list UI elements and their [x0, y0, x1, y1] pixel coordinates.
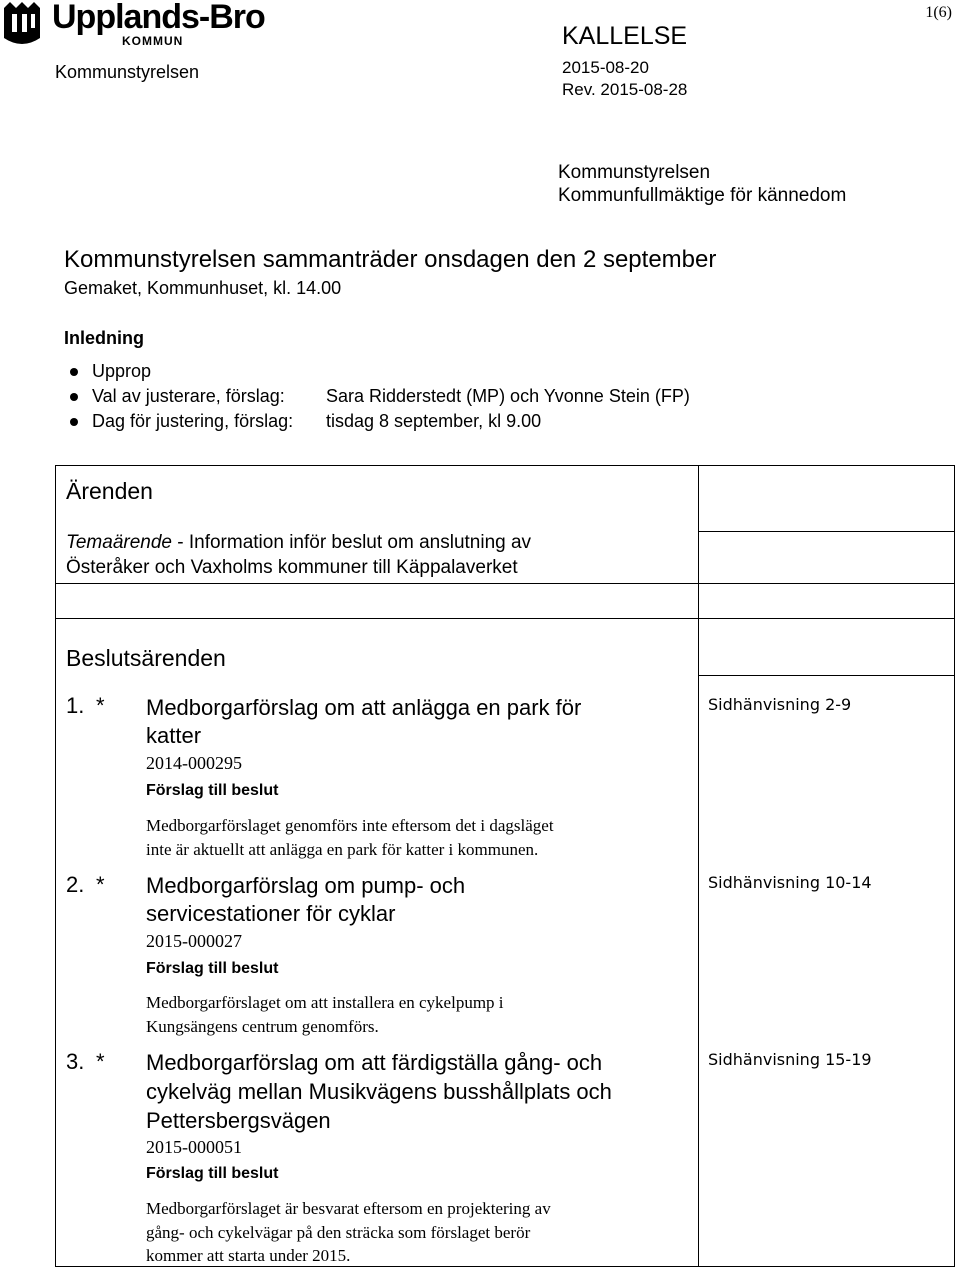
bullet-icon — [70, 368, 78, 376]
proposal-label: Förslag till beslut — [146, 960, 279, 977]
agenda-heading: Ärenden — [66, 478, 153, 504]
table-row-divider — [698, 531, 955, 532]
theme-item — [66, 532, 531, 554]
intro-item-value: Sara Ridderstedt (MP) och Yvonne Stein (FP) — [326, 386, 690, 406]
proposal-text: Medborgarförslaget genomförs inte eftersom det i dagsläget — [146, 816, 554, 835]
item-star: * — [96, 693, 105, 718]
meeting-location: Gemaket, Kommunhuset, kl. 14.00 — [64, 278, 342, 298]
item-title: Pettersbergsvägen — [146, 1108, 331, 1133]
item-star: * — [96, 1049, 105, 1074]
table-column-divider — [698, 465, 699, 1267]
organization-name: Kommunstyrelsen — [55, 62, 200, 82]
item-number: 1. — [66, 693, 85, 718]
page-reference: Sidhänvisning 10-14 — [708, 873, 872, 892]
municipality-logo — [0, 0, 280, 52]
item-number: 2. — [66, 872, 85, 897]
intro-item-label: Upprop — [92, 361, 152, 381]
page-number: 1(6) — [925, 4, 952, 21]
page-reference: Sidhänvisning 2-9 — [708, 695, 852, 714]
proposal-label: Förslag till beslut — [146, 782, 279, 799]
item-title: servicestationer för cyklar — [146, 901, 396, 926]
table-row-divider — [698, 675, 955, 676]
theme-item-label: Temaärende — [66, 532, 172, 553]
item-star: * — [96, 872, 105, 897]
proposal-text: kommer att starta under 2015. — [146, 1246, 351, 1265]
theme-item-text: Österåker och Vaxholms kommuner till Käppalaverket — [66, 557, 518, 578]
logo-wordmark: Upplands-Bro — [52, 0, 265, 36]
item-number: 3. — [66, 1049, 85, 1074]
document-date: 2015-08-20 — [562, 58, 649, 77]
intro-item-label: Dag för justering, förslag: — [92, 411, 294, 431]
table-row-divider — [55, 583, 955, 584]
intro-item-label: Val av justerare, förslag: — [92, 386, 285, 406]
proposal-text: inte är aktuellt att anlägga en park för katter i kommunen. — [146, 840, 539, 859]
table-row-divider — [55, 618, 955, 619]
table-border-right — [954, 465, 955, 1267]
item-title: Medborgarförslag om att anlägga en park för — [146, 695, 582, 720]
item-title: cykelväg mellan Musikvägens busshållplats och — [146, 1079, 612, 1104]
recipient: Kommunstyrelsen — [558, 162, 711, 183]
page-reference: Sidhänvisning 15-19 — [708, 1050, 872, 1069]
document-revision: Rev. 2015-08-28 — [562, 80, 688, 99]
meeting-heading: Kommunstyrelsen sammanträder onsdagen den 2 september — [64, 246, 717, 273]
item-title: katter — [146, 723, 202, 748]
intro-item-value: tisdag 8 september, kl 9.00 — [326, 411, 542, 431]
recipient: Kommunfullmäktige för kännedom — [558, 185, 847, 206]
item-case-id: 2014-000295 — [146, 753, 242, 773]
item-case-id: 2015-000027 — [146, 931, 242, 951]
item-title: Medborgarförslag om pump- och — [146, 873, 466, 898]
decisions-heading: Beslutsärenden — [66, 645, 226, 671]
proposal-text: gång- och cykelvägar på den sträcka som förslaget berör — [146, 1223, 531, 1242]
proposal-text: Medborgarförslaget är besvarat eftersom en projektering av — [146, 1199, 551, 1218]
theme-item-text: - Information inför beslut om anslutning av — [171, 532, 532, 553]
logo-subtext: KOMMUN — [122, 34, 184, 48]
table-border-left — [55, 465, 56, 1267]
item-title: Medborgarförslag om att färdigställa gång- och — [146, 1050, 603, 1075]
table-border-top — [55, 465, 955, 466]
bullet-icon — [70, 418, 78, 426]
proposal-label: Förslag till beslut — [146, 1165, 279, 1182]
item-case-id: 2015-000051 — [146, 1137, 242, 1157]
proposal-text: Medborgarförslaget om att installera en cykelpump i — [146, 993, 504, 1012]
intro-heading: Inledning — [64, 328, 144, 348]
proposal-text: Kungsängens centrum genomförs. — [146, 1017, 379, 1036]
bullet-icon — [70, 393, 78, 401]
document-type: KALLELSE — [562, 22, 688, 50]
